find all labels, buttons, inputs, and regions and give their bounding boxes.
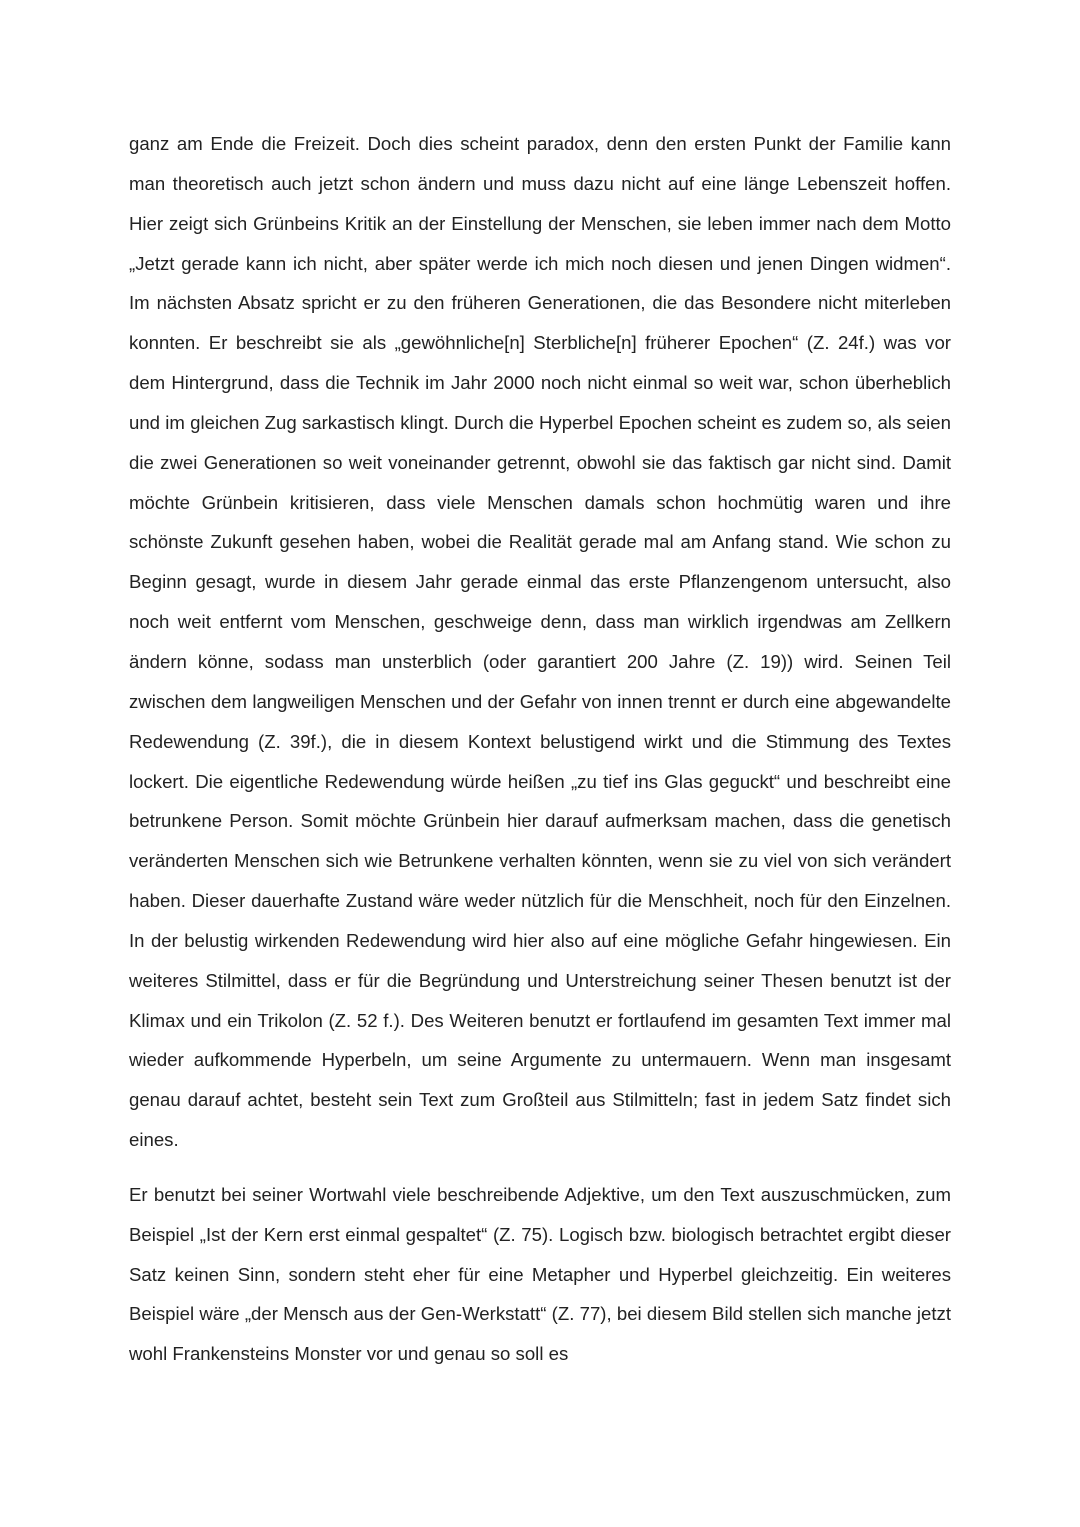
paragraph-1: ganz am Ende die Freizeit. Doch dies scheint paradox, denn den ersten Punkt der Familie kann man theoretisch auch jetzt schon ändern und muss dazu nicht auf eine länge Lebenszeit hoffen. Hier zeigt sich Grünbeins Kritik an der Einstellung der Menschen, sie leben immer nach dem Motto „Jetzt gerade kann ich nicht, aber später werde ich mich noch diesen und jenen Dingen widmen“. Im nächsten Absatz spricht er zu den früheren Generationen, die das Besondere nicht miterleben konnten. Er beschreibt sie als „gewöhnliche[n] Sterbliche[n] früherer Epochen“ (Z. 24f.) was vor dem Hintergrund, dass die Technik im Jahr 2000 noch nicht einmal so weit war, schon überheblich und im gleichen Zug sarkastisch klingt. Durch die Hyperbel Epochen scheint es zudem so, als seien die zwei Generationen so weit voneinander getrennt, obwohl sie das faktisch gar nicht sind. Damit möchte Grünbein kritisieren, dass viele Menschen damals schon hochmütig waren und ihre schönste Zukunft gesehen haben, wobei die Realität gerade mal am Anfang stand. Wie schon zu Beginn gesagt, wurde in diesem Jahr gerade einmal das erste Pflanzengenom untersucht, also noch weit entfernt vom Menschen, geschweige denn, dass man wirklich irgendwas am Zellkern ändern könne, sodass man unsterblich (oder garantiert 200 Jahre (Z. 19)) wird. Seinen Teil zwischen dem langweiligen Menschen und der Gefahr von innen trennt er durch eine abgewandelte Redewendung (Z. 39f.), die in diesem Kontext belustigend wirkt und die Stimmung des Textes lockert. Die eigentliche Redewendung würde heißen „zu tief ins Glas geguckt“ und beschreibt eine betrunkene Person. Somit möchte Grünbein hier darauf aufmerksam machen, dass die genetisch veränderten Menschen sich wie Betrunkene verhalten könnten, wenn sie zu viel von sich verändert haben. Dieser dauerhafte Zustand wäre weder nützlich für die Menschheit, noch für den Einzelnen. In der belustig wirkenden Redewendung wird hier also auf eine mögliche Gefahr hingewiesen. Ein weiteres Stilmittel, dass er für die Begründung und Unterstreichung seiner Thesen benutzt ist der Klimax und ein Trikolon (Z. 52 f.). Des Weiteren benutzt er fortlaufend im gesamten Text immer mal wieder aufkommende Hyperbeln, um seine Argumente zu untermauern. Wenn man insgesamt genau darauf achtet, besteht sein Text zum Großteil aus Stilmitteln; fast in jedem Satz findet sich eines. <box>129 133 951 1151</box>
paragraph-2: Er benutzt bei seiner Wortwahl viele beschreibende Adjektive, um den Text auszuschmücken, zum Beispiel „Ist der Kern erst einmal gespaltet“ (Z. 75). Logisch bzw. biologisch betrachtet ergibt dieser Satz keinen Sinn, sondern steht eher für eine Metapher und Hyperbel gleichzeitig. Ein weiteres Beispiel wäre „der Mensch aus der Gen-Werkstatt“ (Z. 77), bei diesem Bild stellen sich manche jetzt wohl Frankensteins Monster vor und genau so soll es <box>129 1183 951 1365</box>
document-body <box>129 124 951 1374</box>
